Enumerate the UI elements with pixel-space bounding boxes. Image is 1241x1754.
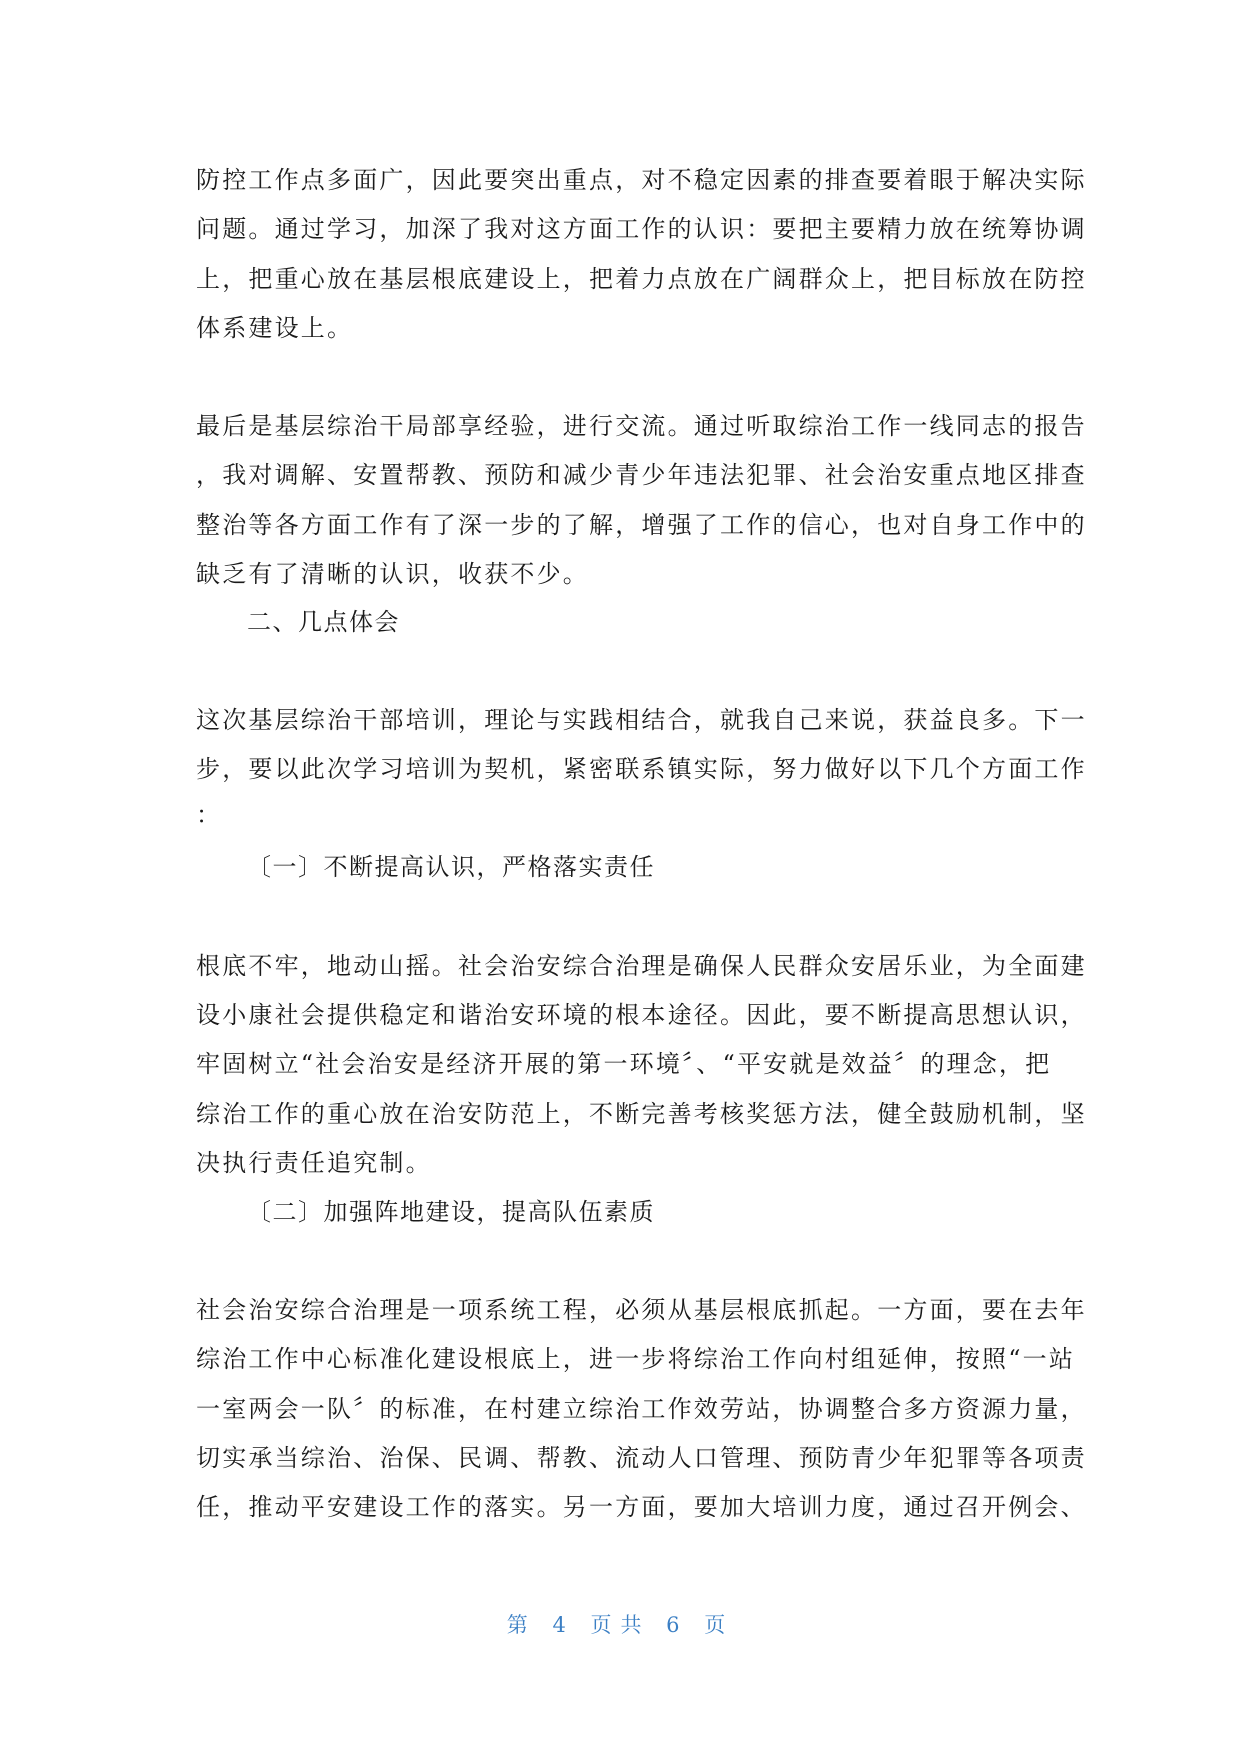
- body-text-line: 缺乏有了清晰的认识，收获不少。: [196, 560, 589, 588]
- subsection-heading: 〔二〕加强阵地建设，提高队伍素质: [247, 1198, 655, 1226]
- body-text-line: 任，推动平安建设工作的落实。另一方面，要加大培训力度，通过召开例会、: [196, 1493, 1087, 1521]
- body-text-line: 最后是基层综治干局部享经验，进行交流。通过听取综治工作一线同志的报告: [196, 412, 1087, 440]
- body-text-line: 综治工作中心标准化建设根底上，进一步将综治工作向村组延伸，按照“一站: [196, 1345, 1076, 1373]
- body-text-line: 切实承当综治、治保、民调、帮教、流动人口管理、预防青少年犯罪等各项责: [196, 1444, 1087, 1472]
- body-text-line: 综治工作的重心放在治安防范上，不断完善考核奖惩方法，健全鼓励机制，坚: [196, 1100, 1087, 1128]
- body-text-line: 设小康社会提供稳定和谐治安环境的根本途径。因此，要不断提高思想认识，: [196, 1001, 1087, 1029]
- body-text-line: 整治等各方面工作有了深一步的了解，增强了工作的信心，也对自身工作中的: [196, 511, 1087, 539]
- subsection-heading: 〔一〕不断提高认识，严格落实责任: [247, 853, 655, 881]
- body-text-line: 社会治安综合治理是一项系统工程，必须从基层根底抓起。一方面，要在去年: [196, 1296, 1087, 1324]
- body-text-line: 这次基层综治干部培训，理论与实践相结合，就我自己来说，获益良多。下一: [196, 706, 1087, 734]
- body-text-line: 防控工作点多面广，因此要突出重点，对不稳定因素的排查要着眼于解决实际: [196, 166, 1087, 194]
- body-text-line: 问题。通过学习，加深了我对这方面工作的认识：要把主要精力放在统筹协调: [196, 215, 1087, 243]
- section-heading: 二、几点体会: [247, 608, 400, 636]
- body-text-line: 上，把重心放在基层根底建设上，把着力点放在广阔群众上，把目标放在防控: [196, 265, 1087, 293]
- body-text-line: 体系建设上。: [196, 314, 354, 342]
- page-number-footer: 第 4 页共 6 页: [506, 1613, 735, 1637]
- body-text-line: 一室两会一队〞的标准，在村建立综治工作效劳站，协调整合多方资源力量，: [196, 1395, 1087, 1423]
- body-text-line: ，我对调解、安置帮教、预防和减少青少年违法犯罪、社会治安重点地区排查: [196, 461, 1087, 489]
- body-text-line: 牢固树立“社会治安是经济开展的第一环境〞、“平安就是效益〞的理念，把: [196, 1050, 1052, 1078]
- body-text-line: ：: [196, 801, 223, 829]
- body-text-line: 决执行责任追究制。: [196, 1149, 432, 1177]
- body-text-line: 步，要以此次学习培训为契机，紧密联系镇实际，努力做好以下几个方面工作: [196, 755, 1087, 783]
- body-text-line: 根底不牢，地动山摇。社会治安综合治理是确保人民群众安居乐业，为全面建: [196, 952, 1087, 980]
